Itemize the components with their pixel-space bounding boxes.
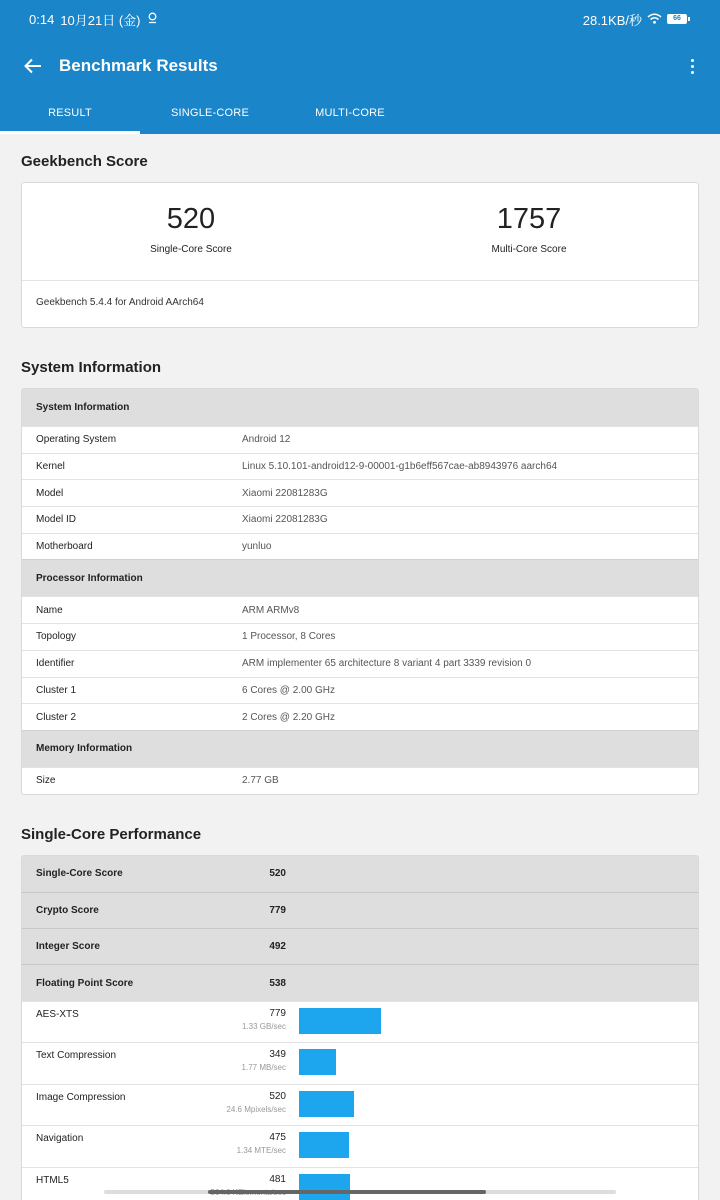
info-value: yunluo <box>242 541 272 553</box>
benchmark-test-row <box>22 1042 698 1084</box>
score-summary-row <box>22 964 698 1000</box>
info-label: Motherboard <box>36 541 93 553</box>
info-section-header: System Information <box>22 389 698 426</box>
test-score: 779 <box>269 1007 286 1019</box>
gesture-bar <box>104 1190 616 1194</box>
info-value: 6 Cores @ 2.00 GHz <box>242 684 335 696</box>
info-value: Xiaomi 22081283G <box>242 514 328 526</box>
status-bar <box>0 0 720 38</box>
test-name: Image Compression <box>36 1091 126 1103</box>
test-name: HTML5 <box>36 1174 69 1186</box>
more-options-icon[interactable] <box>682 54 702 78</box>
info-label: Operating System <box>36 434 117 446</box>
test-throughput: 1.34 MTE/sec <box>236 1146 286 1156</box>
info-section-header: Memory Information <box>22 730 698 767</box>
info-label: Cluster 1 <box>36 684 77 696</box>
info-value: ARM implementer 65 architecture 8 variant 4 part 3339 revision 0 <box>242 658 532 670</box>
score-bar <box>299 1132 349 1158</box>
info-value: ARM ARMv8 <box>242 604 300 616</box>
info-label: Cluster 2 <box>36 711 77 723</box>
info-row <box>22 650 698 677</box>
test-name: Navigation <box>36 1133 84 1145</box>
geekbench-score-card <box>21 182 699 328</box>
tab-result[interactable]: RESULT <box>0 94 140 134</box>
results-content[interactable] <box>0 153 720 1200</box>
tab-multi-core[interactable]: MULTI-CORE <box>315 107 385 119</box>
score-summary-value: 492 <box>269 941 286 953</box>
score-summary-value: 779 <box>269 905 286 916</box>
app-bar <box>0 38 720 94</box>
test-score: 520 <box>269 1090 286 1102</box>
test-throughput: 1.77 MB/sec <box>241 1063 286 1073</box>
status-time: 0:14 <box>29 11 55 27</box>
benchmark-test-row <box>22 1084 698 1126</box>
single-core-score-value: 520 <box>166 203 216 235</box>
info-value: 2 Cores @ 2.20 GHz <box>242 711 335 723</box>
single-core-score-label: Single-Core Score <box>150 244 232 255</box>
info-label: Identifier <box>36 658 75 670</box>
info-row <box>22 596 698 623</box>
benchmark-test-row <box>22 1125 698 1167</box>
info-value: Android 12 <box>242 434 291 446</box>
info-label: Model <box>36 487 64 499</box>
info-row <box>22 677 698 704</box>
score-summary-label: Integer Score <box>36 941 100 953</box>
page-title: Benchmark Results <box>59 56 218 75</box>
system-information-card <box>21 388 699 795</box>
score-summary-row <box>22 928 698 964</box>
score-summary-row <box>22 892 698 928</box>
score-summary-label: Single-Core Score <box>36 868 123 880</box>
info-section-header: Processor Information <box>22 559 698 596</box>
test-name: Text Compression <box>36 1050 117 1062</box>
info-label: Topology <box>36 631 77 643</box>
score-bar <box>299 1008 381 1034</box>
score-bar <box>299 1091 354 1117</box>
info-label: Size <box>36 775 56 787</box>
info-value: Xiaomi 22081283G <box>242 487 328 499</box>
info-row <box>22 479 698 506</box>
test-name: AES-XTS <box>36 1008 79 1020</box>
multi-core-score <box>360 183 698 280</box>
benchmark-test-row <box>22 1001 698 1043</box>
test-throughput: 1.33 GB/sec <box>241 1021 286 1031</box>
status-date: 10月21日 (金) <box>60 12 141 28</box>
info-label: Name <box>36 604 63 616</box>
info-label: Kernel <box>36 461 65 473</box>
back-arrow-icon[interactable] <box>22 55 44 77</box>
single-core-performance-title: Single-Core Performance <box>21 825 202 843</box>
geekbench-score-title: Geekbench Score <box>21 153 148 170</box>
test-score: 481 <box>269 1173 286 1185</box>
wifi-icon <box>647 12 662 27</box>
test-throughput: 24.6 Mpixels/sec <box>226 1104 286 1114</box>
battery-icon <box>667 14 690 24</box>
info-row <box>22 506 698 533</box>
score-summary-label: Crypto Score <box>36 905 99 916</box>
test-score: 349 <box>269 1049 286 1061</box>
system-information-title: System Information <box>21 359 162 376</box>
info-label: Model ID <box>36 514 77 526</box>
network-speed: 28.1KB/秒 <box>582 12 642 28</box>
multi-core-score-value: 1757 <box>496 203 562 235</box>
info-row <box>22 623 698 650</box>
multi-core-score-label: Multi-Core Score <box>491 244 567 255</box>
info-row <box>22 533 698 560</box>
tab-single-core[interactable]: SINGLE-CORE <box>171 107 249 119</box>
benchmark-test-row <box>22 1167 698 1200</box>
score-summary-value: 520 <box>269 868 286 880</box>
info-value: 1 Processor, 8 Cores <box>242 631 336 643</box>
location-icon <box>147 12 158 27</box>
single-core-performance-card <box>21 855 699 1200</box>
tab-bar <box>0 94 720 134</box>
info-row <box>22 767 698 794</box>
info-value: Linux 5.10.101-android12-9-00001-g1b6eff567cae-ab8943976 aarch64 <box>242 461 558 473</box>
geekbench-version: Geekbench 5.4.4 for Android AArch64 <box>36 297 204 308</box>
single-core-score <box>22 183 360 280</box>
score-summary-row <box>22 856 698 892</box>
battery-level: 66 <box>667 14 687 24</box>
score-bar <box>299 1174 350 1200</box>
score-bar <box>299 1049 336 1075</box>
test-score: 475 <box>269 1132 286 1144</box>
info-row <box>22 453 698 480</box>
info-row <box>22 426 698 453</box>
score-summary-value: 538 <box>269 977 286 989</box>
info-value: 2.77 GB <box>242 775 279 787</box>
info-row <box>22 703 698 730</box>
score-summary-label: Floating Point Score <box>36 977 134 989</box>
